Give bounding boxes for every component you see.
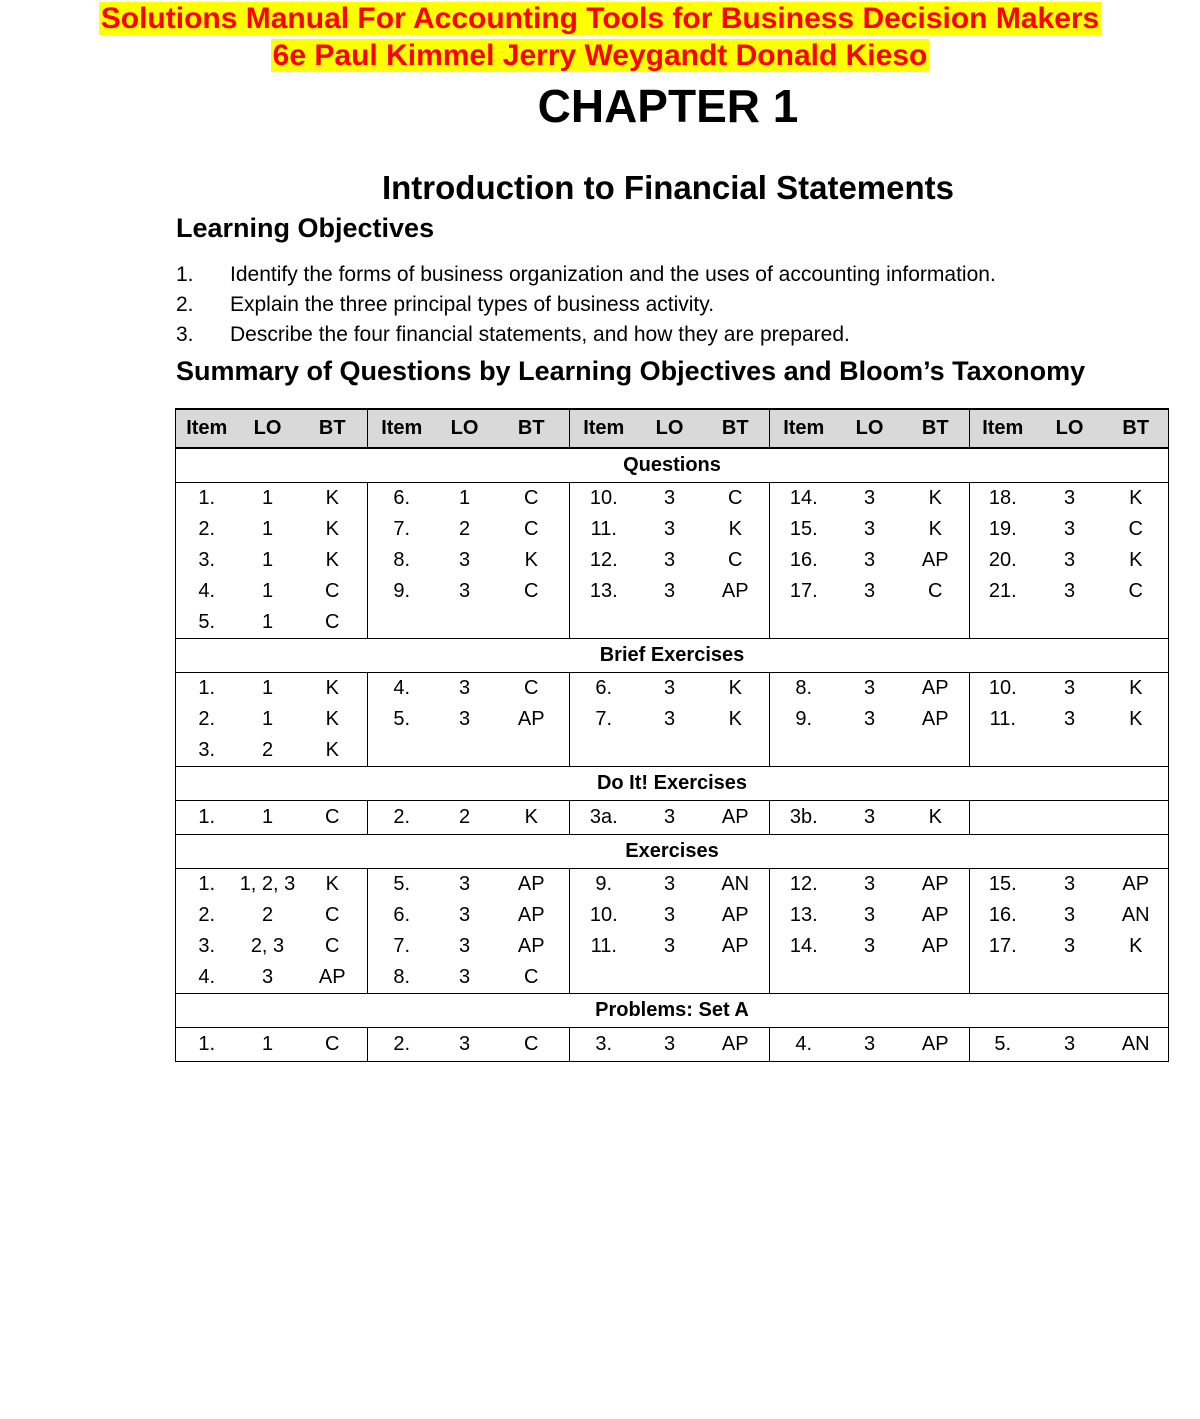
cell-bt: AN <box>721 873 750 895</box>
cell-bt: C <box>494 1028 570 1062</box>
cell-lo: 1 <box>238 1028 298 1062</box>
section-title-row <box>176 639 1169 673</box>
cell-item: 3. <box>176 931 238 962</box>
cell-item: 13. <box>570 576 638 607</box>
cell-item: 2. <box>368 1028 436 1062</box>
cell-item: 16. <box>970 900 1036 931</box>
cell-bt: C <box>298 1028 368 1062</box>
cell-bt <box>1104 962 1169 994</box>
cell-item: 6. <box>368 483 436 515</box>
cell-item: 1. <box>176 673 238 705</box>
cell-lo: 3 <box>1063 935 1076 957</box>
cell-bt: C <box>1104 514 1169 545</box>
objective-number: 2. <box>176 293 194 316</box>
cell-lo: 1 <box>261 518 274 540</box>
cell-item: 11. <box>970 704 1036 735</box>
cell-lo: 3 <box>863 518 876 540</box>
cell-item: 7. <box>368 514 436 545</box>
cell-bt: K <box>1104 545 1169 576</box>
cell-bt: AP <box>921 904 949 926</box>
cell-lo: 3 <box>1036 1028 1104 1062</box>
cell-item: 5. <box>368 704 436 735</box>
title-banner-line-1 <box>0 2 1200 36</box>
cell-bt: C <box>494 962 570 994</box>
cell-bt: K <box>325 708 339 730</box>
cell-lo: 1, 2, 3 <box>239 873 296 895</box>
banner-text-1: Solutions Manual For Accounting Tools for Business Decision Makers <box>100 2 1100 35</box>
cell-item: 14. <box>770 931 838 962</box>
cell-bt: AP <box>721 580 749 602</box>
cell-item <box>770 607 838 639</box>
cell-item: 2. <box>176 514 238 545</box>
cell-lo: 3 <box>1063 518 1076 540</box>
cell-item: 7. <box>570 704 638 735</box>
cell-bt: K <box>325 549 339 571</box>
cell-item: 16. <box>770 545 838 576</box>
cell-item: 6. <box>368 900 436 931</box>
cell-item: 10. <box>570 483 638 515</box>
cell-bt <box>494 607 570 639</box>
cell-lo: 3 <box>663 904 676 926</box>
cell-item: 17. <box>970 931 1036 962</box>
cell-item: 18. <box>970 483 1036 515</box>
cell-item: 3. <box>176 545 238 576</box>
cell-item <box>770 735 838 767</box>
cell-lo: 3 <box>436 962 494 994</box>
summary-table <box>175 408 1169 1062</box>
column-header-lo: LO <box>436 409 494 448</box>
cell-bt: AP <box>517 935 545 957</box>
cell-lo: 1 <box>261 708 274 730</box>
cell-item: 10. <box>970 673 1036 705</box>
title-banner-line-2 <box>0 39 1200 73</box>
cell-bt: AP <box>921 549 949 571</box>
section-title: Brief Exercises <box>176 639 1169 673</box>
cell-bt: AP <box>702 801 770 835</box>
table-row <box>176 869 1169 901</box>
cell-item: 1. <box>176 483 238 515</box>
cell-item: 9. <box>570 869 638 901</box>
cell-lo: 1 <box>238 801 298 835</box>
cell-bt <box>1104 801 1169 835</box>
cell-item: 7. <box>368 931 436 962</box>
objective-number: 1. <box>176 263 194 286</box>
cell-lo <box>638 735 702 767</box>
cell-lo: 3 <box>663 549 676 571</box>
cell-lo: 3 <box>863 549 876 571</box>
cell-lo: 3 <box>458 935 471 957</box>
cell-item: 2. <box>368 801 436 835</box>
cell-lo: 3 <box>1063 487 1076 509</box>
cell-bt: K <box>928 487 942 509</box>
cell-item: 11. <box>570 931 638 962</box>
cell-bt: K <box>902 801 970 835</box>
cell-bt: K <box>1104 483 1169 515</box>
section-title: Exercises <box>176 835 1169 869</box>
cell-lo: 3 <box>863 487 876 509</box>
cell-lo: 2 <box>261 904 274 926</box>
objective-item <box>176 320 996 350</box>
cell-item: 10. <box>570 900 638 931</box>
cell-item: 13. <box>770 900 838 931</box>
cell-item <box>970 735 1036 767</box>
cell-lo: 3 <box>863 873 876 895</box>
column-header-item: Item <box>368 409 436 448</box>
cell-item: 6. <box>570 673 638 705</box>
cell-item <box>368 735 436 767</box>
cell-bt: C <box>298 801 368 835</box>
cell-item <box>770 962 838 994</box>
cell-bt: C <box>728 487 743 509</box>
table-row <box>176 607 1169 639</box>
cell-bt: C <box>325 904 340 926</box>
cell-lo: 3 <box>863 935 876 957</box>
cell-lo: 3 <box>663 518 676 540</box>
cell-lo: 3 <box>838 1028 902 1062</box>
cell-item <box>570 735 638 767</box>
cell-lo: 3 <box>1063 904 1076 926</box>
table-row <box>176 514 1169 545</box>
cell-lo: 2 <box>238 735 298 767</box>
column-header-item: Item <box>570 409 638 448</box>
cell-bt <box>702 607 770 639</box>
objective-text: Explain the three principal types of business activity. <box>230 293 715 316</box>
table-row <box>176 931 1169 962</box>
table-row <box>176 735 1169 767</box>
cell-item: 12. <box>570 545 638 576</box>
section-title-row <box>176 448 1169 483</box>
section-title: Questions <box>176 448 1169 483</box>
learning-objectives-list <box>176 260 996 350</box>
cell-bt: AP <box>517 904 545 926</box>
cell-bt: K <box>524 549 538 571</box>
section-title-row <box>176 835 1169 869</box>
cell-bt: K <box>325 677 339 699</box>
column-header-lo: LO <box>238 409 298 448</box>
cell-item: 1. <box>176 869 238 901</box>
cell-lo: 3 <box>458 677 471 699</box>
cell-bt: C <box>325 935 340 957</box>
cell-lo <box>1036 962 1104 994</box>
cell-lo: 2 <box>458 518 471 540</box>
column-header-item: Item <box>176 409 238 448</box>
cell-item <box>570 962 638 994</box>
cell-bt: K <box>494 801 570 835</box>
table-body <box>176 448 1169 1062</box>
column-header-lo: LO <box>1036 409 1104 448</box>
cell-bt: AP <box>902 1028 970 1062</box>
cell-lo <box>638 607 702 639</box>
cell-lo <box>436 735 494 767</box>
cell-bt: AP <box>1104 869 1169 901</box>
cell-bt: C <box>1104 576 1169 607</box>
cell-lo <box>1036 801 1104 835</box>
cell-lo: 3 <box>863 708 876 730</box>
cell-item: 1. <box>176 1028 238 1062</box>
cell-bt: C <box>524 677 539 699</box>
table-row <box>176 483 1169 515</box>
cell-bt: AP <box>517 873 545 895</box>
cell-bt: AN <box>1104 900 1169 931</box>
cell-lo: 3 <box>458 580 471 602</box>
cell-bt <box>702 962 770 994</box>
cell-bt <box>902 607 970 639</box>
table-row <box>176 962 1169 994</box>
table-row <box>176 1028 1169 1062</box>
cell-lo: 1 <box>261 677 274 699</box>
cell-bt: K <box>325 487 339 509</box>
cell-lo <box>838 607 902 639</box>
cell-bt: K <box>1104 704 1169 735</box>
column-header-bt: BT <box>298 409 368 448</box>
cell-bt: C <box>298 607 368 639</box>
cell-bt: K <box>1104 931 1169 962</box>
cell-bt: C <box>325 580 340 602</box>
cell-lo: 3 <box>458 549 471 571</box>
cell-lo: 3 <box>458 873 471 895</box>
summary-heading: Summary of Questions by Learning Objectives and Bloom’s Taxonomy <box>176 356 1086 386</box>
cell-lo: 3 <box>663 708 676 730</box>
cell-item: 3. <box>570 1028 638 1062</box>
table-row <box>176 576 1169 607</box>
table-row <box>176 900 1169 931</box>
cell-item <box>570 607 638 639</box>
chapter-subtitle: Introduction to Financial Statements <box>381 169 955 206</box>
cell-bt: K <box>728 518 742 540</box>
cell-bt: AP <box>921 708 949 730</box>
cell-bt: AP <box>921 677 949 699</box>
cell-bt: AP <box>921 935 949 957</box>
cell-bt: K <box>1104 673 1169 705</box>
section-title: Do It! Exercises <box>176 767 1169 801</box>
learning-objectives-heading: Learning Objectives <box>176 213 435 243</box>
column-header-bt: BT <box>702 409 770 448</box>
cell-item: 11. <box>570 514 638 545</box>
cell-bt: AP <box>921 873 949 895</box>
cell-lo <box>838 962 902 994</box>
cell-lo: 3 <box>458 904 471 926</box>
objective-item <box>176 260 996 290</box>
cell-lo: 3 <box>663 873 676 895</box>
section-title-row <box>176 994 1169 1028</box>
table-row <box>176 801 1169 835</box>
section-title-row <box>176 767 1169 801</box>
cell-bt: C <box>524 518 539 540</box>
cell-item: 5. <box>368 869 436 901</box>
objective-number: 3. <box>176 323 194 346</box>
cell-item: 8. <box>770 673 838 705</box>
cell-item: 4. <box>368 673 436 705</box>
cell-bt: AP <box>517 708 545 730</box>
cell-lo: 3 <box>1063 549 1076 571</box>
cell-bt: C <box>524 580 539 602</box>
cell-lo <box>1036 735 1104 767</box>
cell-bt: K <box>325 518 339 540</box>
column-header-item: Item <box>770 409 838 448</box>
cell-item: 21. <box>970 576 1036 607</box>
cell-item: 3a. <box>570 801 638 835</box>
cell-item: 5. <box>176 607 238 639</box>
cell-bt: K <box>928 518 942 540</box>
cell-bt <box>902 962 970 994</box>
cell-bt <box>1104 607 1169 639</box>
cell-lo: 3 <box>663 677 676 699</box>
cell-bt <box>702 735 770 767</box>
cell-lo: 1 <box>458 487 471 509</box>
cell-lo: 3 <box>863 904 876 926</box>
cell-lo: 3 <box>663 935 676 957</box>
cell-item: 9. <box>770 704 838 735</box>
cell-item <box>970 607 1036 639</box>
cell-item: 8. <box>368 962 436 994</box>
cell-lo: 3 <box>1063 580 1076 602</box>
cell-item <box>970 801 1036 835</box>
cell-item: 1. <box>176 801 238 835</box>
objective-text: Describe the four financial statements, and how they are prepared. <box>230 323 850 346</box>
cell-bt: C <box>524 487 539 509</box>
cell-item: 15. <box>970 869 1036 901</box>
cell-item: 8. <box>368 545 436 576</box>
cell-lo: 3 <box>238 962 298 994</box>
chapter-heading: CHAPTER 1 <box>537 80 799 132</box>
cell-item: 4. <box>770 1028 838 1062</box>
cell-item: 4. <box>176 576 238 607</box>
cell-lo: 1 <box>238 607 298 639</box>
cell-lo <box>838 735 902 767</box>
table-row <box>176 704 1169 735</box>
table-row <box>176 545 1169 576</box>
cell-item: 3. <box>176 735 238 767</box>
cell-item: 5. <box>970 1028 1036 1062</box>
table-row <box>176 673 1169 705</box>
cell-lo <box>638 962 702 994</box>
objective-item <box>176 290 996 320</box>
column-header-lo: LO <box>638 409 702 448</box>
cell-item: 20. <box>970 545 1036 576</box>
column-header-lo: LO <box>838 409 902 448</box>
cell-item: 2. <box>176 704 238 735</box>
cell-item: 19. <box>970 514 1036 545</box>
cell-bt: K <box>325 873 339 895</box>
cell-bt: C <box>928 580 943 602</box>
cell-lo: 1 <box>261 580 274 602</box>
cell-lo: 3 <box>458 708 471 730</box>
cell-lo: 1 <box>261 549 274 571</box>
cell-lo: 2, 3 <box>250 935 285 957</box>
cell-lo: 3 <box>1063 708 1076 730</box>
column-header-bt: BT <box>494 409 570 448</box>
cell-bt: AN <box>1104 1028 1169 1062</box>
column-header-bt: BT <box>1104 409 1169 448</box>
section-title: Problems: Set A <box>176 994 1169 1028</box>
column-header-bt: BT <box>902 409 970 448</box>
column-header-item: Item <box>970 409 1036 448</box>
cell-item: 3b. <box>770 801 838 835</box>
cell-lo: 1 <box>261 487 274 509</box>
cell-bt <box>1104 735 1169 767</box>
cell-lo <box>1036 607 1104 639</box>
cell-item <box>368 607 436 639</box>
cell-item: 17. <box>770 576 838 607</box>
cell-item: 9. <box>368 576 436 607</box>
cell-bt: K <box>298 735 368 767</box>
cell-lo: 3 <box>838 801 902 835</box>
cell-lo: 3 <box>663 580 676 602</box>
cell-item <box>970 962 1036 994</box>
cell-item: 15. <box>770 514 838 545</box>
cell-bt <box>902 735 970 767</box>
cell-bt: K <box>728 677 742 699</box>
objective-text: Identify the forms of business organization and the uses of accounting information. <box>230 263 996 286</box>
cell-item: 12. <box>770 869 838 901</box>
cell-lo: 3 <box>1063 677 1076 699</box>
cell-lo: 3 <box>638 801 702 835</box>
cell-bt: K <box>728 708 742 730</box>
cell-item: 14. <box>770 483 838 515</box>
cell-bt: AP <box>721 935 749 957</box>
cell-item: 4. <box>176 962 238 994</box>
cell-lo: 3 <box>638 1028 702 1062</box>
cell-lo <box>436 607 494 639</box>
cell-bt: AP <box>721 904 749 926</box>
cell-lo: 3 <box>436 1028 494 1062</box>
table-header-row <box>176 409 1169 448</box>
cell-lo: 3 <box>1063 873 1076 895</box>
cell-bt: AP <box>702 1028 770 1062</box>
cell-bt: C <box>728 549 743 571</box>
cell-item: 2. <box>176 900 238 931</box>
cell-lo: 3 <box>863 580 876 602</box>
cell-bt <box>494 735 570 767</box>
banner-text-2: 6e Paul Kimmel Jerry Weygandt Donald Kieso <box>272 39 928 72</box>
cell-lo: 3 <box>863 677 876 699</box>
cell-bt: AP <box>298 962 368 994</box>
cell-lo: 3 <box>663 487 676 509</box>
cell-lo: 2 <box>436 801 494 835</box>
